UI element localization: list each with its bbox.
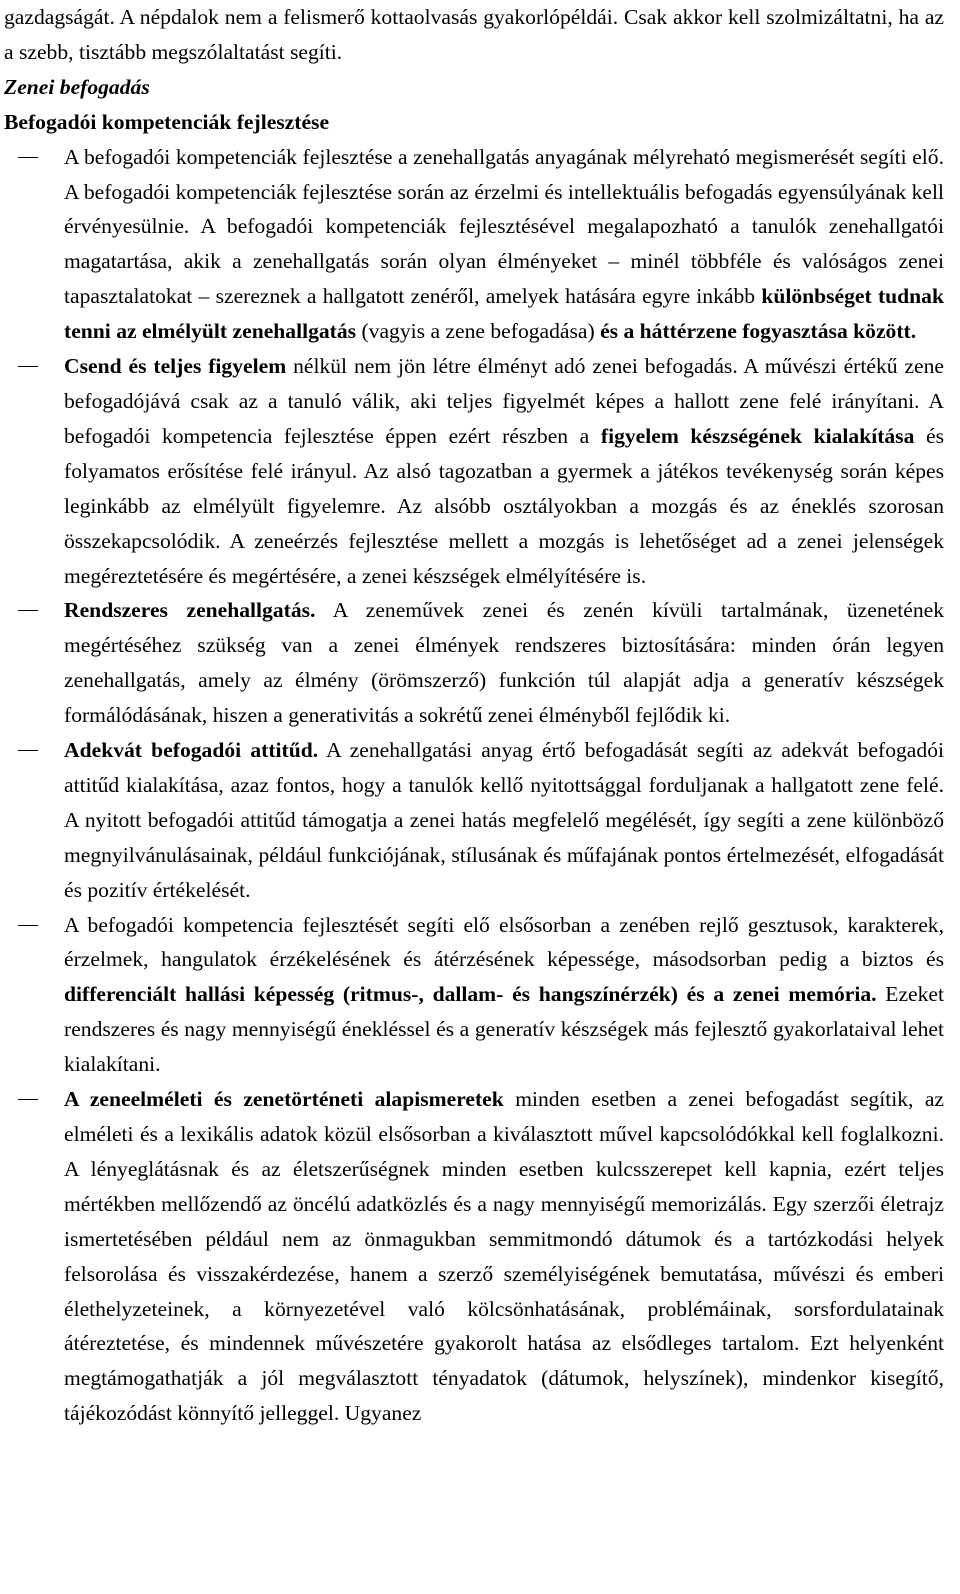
list-item (4, 733, 944, 908)
list-item-text: Ezeket rendszeres és nagy mennyiségű énekléssel és a generatív készségek más fejlesztő gyakorlataival lehet kialakítani. (64, 982, 944, 1077)
list-item-text: A befogadói kompetencia fejlesztését segíti elő elsősorban a zenében rejlő gesztusok, karakterek, érzelmek, hangulatok érzékelésének és átérzésének képessége, másodsorban pedig a biztos és (64, 912, 944, 972)
list-item-bold-text: Rendszeres zenehallgatás. (64, 598, 316, 623)
list-item-bold-text: Adekvát befogadói attitűd. (64, 738, 319, 763)
dash-bullet-icon (18, 750, 38, 751)
section-title: Zenei befogadás (4, 74, 150, 99)
list-item-bold-text: és a háttérzene fogyasztása között. (600, 319, 917, 344)
dash-bullet-icon (18, 610, 38, 611)
subsection-title: Befogadói kompetenciák fejlesztése (4, 109, 330, 134)
dash-bullet-icon (18, 366, 38, 367)
dash-bullet-icon (18, 925, 38, 926)
intro-paragraph: gazdagságát. A népdalok nem a felismerő kottaolvasás gyakorlópéldái. Csak akkor kell szolmizáltatni, ha az a szebb, tisztább megszólaltatást segíti. (4, 5, 944, 64)
list-item (4, 908, 944, 1083)
list-item-bold-text: A zeneelméleti és zenetörténeti alapismeretek (64, 1087, 504, 1112)
list-item-bold-text: különbséget tudnak tenni az elmélyült zenehallgatás (64, 284, 944, 344)
list-item-text: minden esetben a zenei befogadást segítik, az elméleti és a lexikális adatok közül elsősorban a kiválasztott művel kapcsolódókkal kell foglalkozni. A lényeglátásnak és az életszerűségnek minden esetben kulcsszerepet kell kapnia, ezért teljes mértékben mellőzendő az öncélú adatközlés és a nagy mennyiségű memorizálás. Egy szerzői életrajz ismertetésében például nem az önmagukban semmitmondó dátumok és a tartózkodási helyek felsorolása és visszakérdezése, hanem a szerző személyiségének bemutatása, művészi és emberi élethelyzeteinek, a környezetével való kölcsönhatásának, problémáinak, sorsfordulatainak átéreztetése, és mindennek művészetére gyakorolt hatása az elsődleges tartalom. Ezt helyenként megtámogathatják a jól megválasztott tényadatok (dátumok, helyszínek), mindenkor kisegítő, tájékozódást könnyítő jelleggel. Ugyanez (64, 1087, 945, 1426)
list-item (4, 1082, 944, 1431)
list-item (4, 349, 944, 593)
list-item-text: A zeneművek zenei és zenén kívüli tartalmának, üzenetének megértéséhez szükség van a zenei élmények rendszeres biztosítására: minden órán legyen zenehallgatás, amely az élmény (örömszerző) funkción túl alapját adja a generatív készségek formálódásának, hiszen a generativitás a sokrétű zenei élményből fejlődik ki. (64, 598, 944, 728)
list-item-bold-text: figyelem készségének kialakítása (600, 423, 915, 448)
list-item-bold-text: differenciált hallási képesség (ritmus-, dallam- és hangszínérzék) és a zenei memória. (64, 982, 877, 1007)
list-item-bold-text: Csend és teljes figyelem (64, 354, 287, 379)
list-item-text: és folyamatos erősítése felé irányul. Az alsó tagozatban a gyermek a játékos tevékenység során képes leginkább az elmélyült figyelemre. Az alsóbb osztályokban a mozgás és az éneklés szorosan összekapcsolódik. A zeneérzés fejlesztése mellett a mozgás is lehetőséget ad a zenei jelenségek megéreztetésére és megértésére, a zenei készségek elmélyítésére is. (64, 423, 944, 588)
dash-bullet-icon (18, 1099, 38, 1100)
list-item-text: A befogadói kompetenciák fejlesztése a zenehallgatás anyagának mélyreható megismerését segíti elő. A befogadói kompetenciák fejlesztése során az érzelmi és intellektuális befogadás egyensúlyának kell érvényesülnie. A befogadói kompetenciák fejlesztésével megalapozható a tanulók zenehallgatói magatartása, akik a zenehallgatás során olyan élményeket – minél többféle és valóságos zenei tapasztalatokat – szereznek a hallgatott zenéről, amelyek hatására egyre inkább (64, 144, 944, 309)
list-item-text: A zenehallgatási anyag értő befogadását segíti az adekvát befogadói attitűd kialakítása, azaz fontos, hogy a tanulók kellő nyitottsággal forduljanak a hallgatott zene felé. A nyitott befogadói attitűd támogatja a zenei hatás megfelelő megélését, így segíti a zene különböző megnyilvánulásainak, például funkciójának, stílusának és műfajának pontos értelmezését, elfogadását és pozitív értékelését. (64, 738, 944, 902)
list-item (4, 593, 944, 733)
list-item-text: (vagyis a zene befogadása) (356, 319, 601, 344)
list-item (4, 140, 944, 349)
list-item-text: nélkül nem jön létre élményt adó zenei befogadás. A művészi értékű zene befogadójává csak az a tanuló válik, aki teljes figyelmét képes a hallott zene felé irányítani. A befogadói kompetencia fejlesztése éppen ezért részben a (64, 354, 944, 448)
dash-bullet-icon (18, 157, 38, 158)
